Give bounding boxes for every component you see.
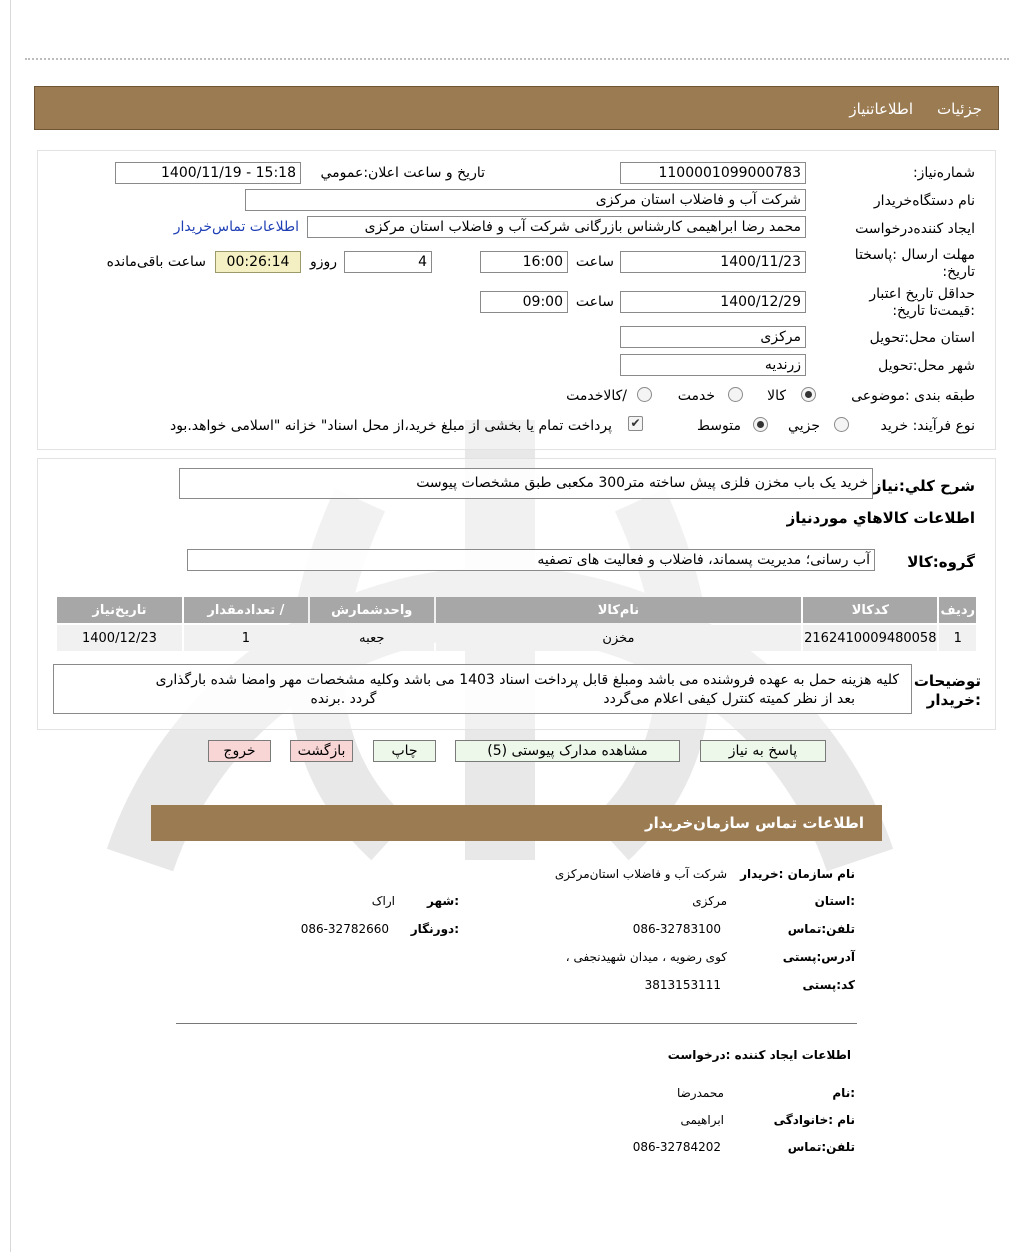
creator-name-value: محمدرضا <box>676 1086 724 1100</box>
notes-label: توضیحات :خریدار <box>913 672 981 709</box>
contact-title: اطلاعات تماس سازمان‌خریدار <box>644 814 864 832</box>
col-name: نام‌کالا <box>436 597 801 623</box>
group-field: آب رسانی؛ مدیریت پسماند، فاضلاب و فعالیت های تصفیه <box>187 549 875 571</box>
deadline-date-field: 1400/11/23 <box>620 251 806 273</box>
phone-label: تلفن:تماس <box>787 922 855 936</box>
tab-details[interactable]: جزئیات <box>937 100 982 118</box>
desc-field: خرید یک باب مخزن فلزی پیش ساخته متر300 مکعبی طبق مشخصات پیوست <box>179 468 873 499</box>
contact-city-value: اراک <box>371 894 395 908</box>
contact-province-value: مرکزی <box>692 894 727 908</box>
contact-header <box>151 805 882 841</box>
radio-medium[interactable] <box>753 417 768 432</box>
radio-partial-label: جزیي <box>788 418 820 434</box>
fax-label: :دورنگار <box>410 922 459 936</box>
radio-service[interactable] <box>728 387 743 402</box>
cell-qty: 1 <box>184 625 308 651</box>
contact-divider <box>176 1023 857 1024</box>
validity-time-label: ساعت <box>575 294 614 310</box>
deadline-label: مهلت ارسال :پاسختا تاریخ: <box>854 247 975 280</box>
contact-city-label: :شهر <box>427 894 459 908</box>
radio-goods[interactable] <box>801 387 816 402</box>
buyer-contact-link[interactable]: اطلاعات تماس‌خریدار <box>173 219 299 235</box>
contact-province-label: :استان <box>814 894 855 908</box>
need-number-label: شماره‌نیاز: <box>912 165 975 181</box>
creator-phone-label: تلفن:تماس <box>787 1140 855 1154</box>
category-label: طبقه بندی :موضوعی <box>851 388 975 404</box>
radio-goods-service-label: /کالاخدمت <box>566 388 627 404</box>
table-row <box>57 625 976 651</box>
creator-phone-value: 086-32784202 <box>632 1140 721 1154</box>
days-label: روزو <box>309 254 337 270</box>
province-label: استان محل:تحویل <box>869 330 975 346</box>
reply-button[interactable]: پاسخ به نیاز <box>700 740 826 762</box>
payment-note: پرداخت تمام یا بخشی از مبلغ خرید،از محل اسناد" خزانه "اسلامی خواهد.بود <box>169 418 612 434</box>
deadline-time-label: ساعت <box>575 254 614 270</box>
validity-label: حداقل تاریخ اعتبار :قیمت‌تا تاریخ: <box>869 286 975 319</box>
postal-value: 3813153111 <box>644 978 721 992</box>
back-button[interactable]: بازگشت <box>290 740 353 762</box>
postal-label: کد:پستی <box>802 978 855 992</box>
need-number-field: 1100001099000783 <box>620 162 806 184</box>
city-label: شهر محل:تحویل <box>878 358 975 374</box>
exit-button[interactable]: خروج <box>208 740 271 762</box>
process-label: نوع فرآیند: خرید <box>880 418 975 434</box>
desc-label: شرح كلي:نياز <box>872 477 975 495</box>
buyer-org-label: نام دستگاه‌خریدار <box>873 193 975 209</box>
cell-name: مخزن <box>436 625 801 651</box>
creator-name-label: :نام <box>832 1086 855 1100</box>
fax-value: 086-32782660 <box>300 922 389 936</box>
notes-line-2: بعد از نظر کمیته کنترل کیفی اعلام می‌گردد گردد .برنده <box>310 691 855 707</box>
group-label: گروه:كالا <box>907 553 975 571</box>
cell-code: 2162410009480058 <box>803 625 937 651</box>
address-label: آدرس:پستی <box>782 950 855 964</box>
remaining-label: ساعت باقی‌مانده <box>106 254 206 270</box>
radio-service-label: خدمت <box>677 388 715 404</box>
radio-goods-label: کالا <box>767 388 786 404</box>
announce-label: تاریخ و ساعت اعلان:عمومي <box>320 165 485 181</box>
creator-family-label: نام :خانوادگی <box>773 1113 855 1127</box>
buyer-org-field: شرکت آب و فاضلاب استان مرکزی <box>245 189 806 211</box>
province-field: مرکزی <box>620 326 806 348</box>
remaining-time: 00:26:14 <box>215 251 301 273</box>
validity-time-field: 09:00 <box>480 291 568 313</box>
frame-border <box>10 0 11 1252</box>
col-unit: واحدشمارش <box>310 597 434 623</box>
cell-row: 1 <box>939 625 976 651</box>
treasury-checkbox[interactable]: ✔ <box>628 416 643 431</box>
attachments-button[interactable]: مشاهده مدارک پیوستی (5) <box>455 740 680 762</box>
print-button[interactable]: چاپ <box>373 740 436 762</box>
org-label: نام سازمان :خریدار <box>740 867 855 881</box>
days-field: 4 <box>344 251 432 273</box>
notes-box <box>53 664 912 714</box>
requester-label: ایجاد کننده‌درخواست <box>855 221 975 237</box>
announce-field: 1400/11/19 - 15:18 <box>115 162 301 184</box>
notes-line-1: کلیه هزینه حمل به عهده فروشنده می باشد ومبلغ قابل پرداخت اسناد 1403 می باشد وکلیه مشخصات مهر وامضا شده بارگذاری <box>155 672 899 688</box>
org-value: شرکت آب و فاضلاب استان‌مرکزی <box>554 867 727 881</box>
radio-goods-service[interactable] <box>637 387 652 402</box>
requester-field: محمد رضا ابراهیمی کارشناس بازرگانی شرکت آب و فاضلاب استان مرکزی <box>307 216 806 238</box>
city-field: زرندیه <box>620 354 806 376</box>
col-row: ردیف <box>939 597 976 623</box>
address-value: کوی رضویه ، میدان شهیدنجفی ، <box>565 950 727 964</box>
details-header <box>34 86 999 130</box>
items-table <box>55 595 978 653</box>
col-date: تاریخ‌نیاز <box>57 597 182 623</box>
cell-date: 1400/12/23 <box>57 625 182 651</box>
deadline-time-field: 16:00 <box>480 251 568 273</box>
creator-title: اطلاعات ایجاد کننده :درخواست <box>667 1048 851 1062</box>
col-code: کدکالا <box>803 597 937 623</box>
cell-unit: جعبه <box>310 625 434 651</box>
items-title: اطلاعات كالاهاي موردنياز <box>786 509 975 527</box>
tab-need-info[interactable]: اطلاعاتنیاز <box>849 100 914 118</box>
creator-family-value: ابراهیمی <box>680 1113 724 1127</box>
radio-medium-label: متوسط <box>697 418 741 434</box>
dotted-separator <box>25 58 1009 60</box>
col-qty: / تعدادمقدار <box>184 597 308 623</box>
phone-value: 086-32783100 <box>632 922 721 936</box>
validity-date-field: 1400/12/29 <box>620 291 806 313</box>
radio-partial[interactable] <box>834 417 849 432</box>
